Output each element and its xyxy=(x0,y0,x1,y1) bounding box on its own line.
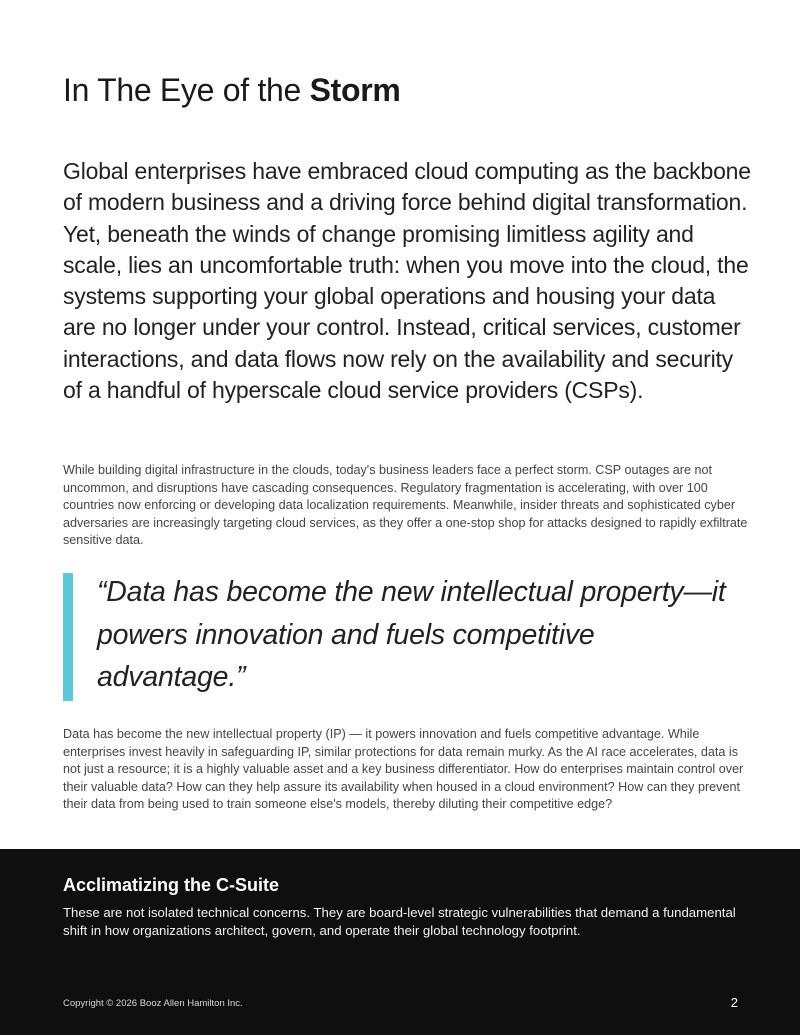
footer-body-text: These are not isolated technical concerns. They are board-level strategic vulnerabilities that demand a fundamental shift in how organizations architect, govern, and operate their global technology footprint. xyxy=(63,905,736,938)
pull-quote-accent-bar xyxy=(63,573,73,701)
footer-heading: Acclimatizing the C-Suite xyxy=(63,875,280,895)
pull-quote xyxy=(63,573,753,701)
page-title-regular: In The Eye of the xyxy=(63,72,310,108)
pull-quote-text: “Data has become the new intellectual property—it powers innovation and fuels competitive advantage.” xyxy=(97,576,726,693)
intro-lead-paragraph: Global enterprises have embraced cloud computing as the backbone of modern business and a driving force behind digital transformation. Yet, beneath the winds of change promising limitless agility and scale, lies an uncomfortable truth: when you move into the cloud, the systems supporting your global operations and housing your data are no longer under your control. Instead, critical services, customer interactions, and data flows now rely on the availability and security of a handful of hyperscale cloud service providers (CSPs). xyxy=(63,158,751,404)
body-paragraph-2: Data has become the new intellectual property (IP) — it powers innovation and fuels competitive advantage. While enterprises invest heavily in safeguarding IP, similar protections for data remain murky. As the AI race accelerates, data is not just a resource; it is a highly valuable asset and a key business differentiator. How do enterprises maintain control over their valuable data? How can they help assure its availability when housed in a cloud environment? How can they prevent their data from being used to train someone else's models, thereby diluting their competitive edge? xyxy=(63,727,744,811)
body-paragraph-1: While building digital infrastructure in the clouds, today's business leaders face a perfect storm. CSP outages are not uncommon, and disruptions have cascading consequences. Regulatory fragmentation is accelerating, with over 100 countries now enforcing or developing data localization requirements. Meanwhile, insider threats and sophisticated cyber adversaries are increasingly targeting cloud services, as they offer a one-stop shop for attacks designed to rapidly exfiltrate sensitive data. xyxy=(63,463,748,547)
footer-panel xyxy=(0,849,800,1035)
page-title xyxy=(63,70,401,110)
page-number: 2 xyxy=(730,995,738,1010)
copyright-notice: Copyright © 2026 Booz Allen Hamilton Inc. xyxy=(63,998,243,1009)
page-title-bold: Storm xyxy=(309,72,401,108)
